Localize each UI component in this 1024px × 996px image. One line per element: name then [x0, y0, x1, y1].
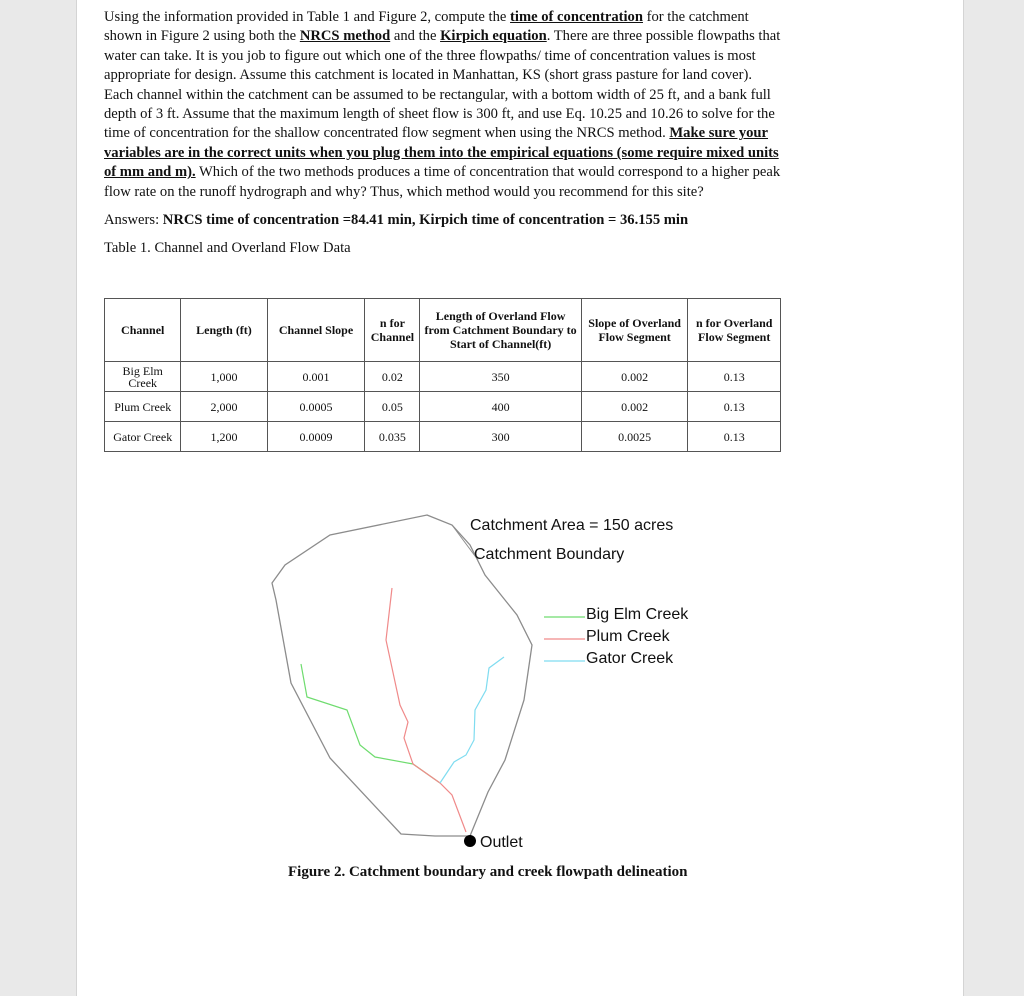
outlet-label: Outlet	[480, 834, 523, 851]
header-length: Length (ft)	[181, 299, 267, 362]
cell-overland-slope: 0.002	[581, 362, 688, 392]
cell-n-channel: 0.05	[365, 392, 420, 422]
cell-overland-length: 350	[420, 362, 581, 392]
cell-length: 1,000	[181, 362, 267, 392]
cell-overland-length: 400	[420, 392, 581, 422]
cell-channel-slope: 0.0005	[267, 392, 365, 422]
header-n-channel: n for Channel	[365, 299, 420, 362]
emphasis-nrcs-method: NRCS method	[299, 28, 391, 45]
emphasis-units-note: Make sure your variables are in the correct units when you plug them into the empirical equations (some require mixed units of mm and m).	[104, 125, 779, 181]
cell-n-channel: 0.035	[365, 422, 420, 452]
cell-overland-slope: 0.002	[581, 392, 688, 422]
legend-plum-creek: Plum Creek	[586, 628, 670, 645]
problem-text-5: Which of the two methods produces a time of concentration that would correspond to a higher peak flow rate on the runoff hydrograph and why? Thus, which method would you recommend for this site?	[104, 164, 781, 200]
legend-big-elm-creek: Big Elm Creek	[586, 606, 689, 623]
problem-text-4: . There are three possible flowpaths that water can take. It is you job to figure out which one of the three flowpaths/ time of concentration values is most appropriate for design. Assume this catchment is located in Manhattan, KS (short grass pasture for land cover). Each channel within the catchment can be assumed to be rectangular, with a bottom width of 25 ft, and a bank full depth of 3 ft. Assume that the maximum length of sheet flow is 300 ft, and use Eq. 10.25 and 10.26 to solve for the time of concentration for the shallow concentrated flow segment when using the NRCS method.	[104, 28, 781, 142]
cell-length: 2,000	[181, 392, 267, 422]
emphasis-kirpich-equation: Kirpich equation	[440, 28, 547, 45]
cell-channel-name: Big Elm Creek	[105, 362, 181, 392]
header-overland-slope: Slope of Overland Flow Segment	[581, 299, 688, 362]
problem-text-2: for the catchment shown in Figure 2 using both the	[104, 9, 749, 45]
header-channel: Channel	[105, 299, 181, 362]
legend-gator-creek: Gator Creek	[586, 650, 674, 667]
plum-creek-path	[386, 588, 466, 832]
big-elm-creek-path	[301, 664, 440, 783]
cell-channel-slope: 0.0009	[267, 422, 365, 452]
catchment-boundary-label: Catchment Boundary	[474, 546, 625, 563]
header-n-overland: n for Overland Flow Segment	[688, 299, 781, 362]
gator-creek-path	[440, 657, 504, 783]
problem-text-1: Using the information provided in Table 1 and Figure 2, compute the	[104, 9, 511, 25]
catchment-area-label: Catchment Area = 150 acres	[470, 517, 674, 534]
cell-overland-length: 300	[420, 422, 581, 452]
emphasis-time-of-concentration: time of concentration	[510, 9, 643, 25]
cell-n-channel: 0.02	[365, 362, 420, 392]
cell-n-overland: 0.13	[688, 392, 781, 422]
cell-channel-name: Plum Creek	[105, 392, 181, 422]
header-channel-slope: Channel Slope	[267, 299, 365, 362]
figure-caption: Figure 2. Catchment boundary and creek flowpath delineation	[288, 864, 688, 880]
header-overland-length: Length of Overland Flow from Catchment Boundary to Start of Channel(ft)	[420, 299, 581, 362]
table-caption: Table 1. Channel and Overland Flow Data	[104, 240, 351, 257]
cell-channel-name: Gator Creek	[105, 422, 181, 452]
cell-length: 1,200	[181, 422, 267, 452]
cell-overland-slope: 0.0025	[581, 422, 688, 452]
answers-label: Answers:	[104, 212, 163, 229]
cell-channel-slope: 0.001	[267, 362, 365, 392]
cell-n-overland: 0.13	[688, 362, 781, 392]
cell-n-overland: 0.13	[688, 422, 781, 452]
problem-text-3: and the	[390, 28, 441, 45]
answers-value: NRCS time of concentration =84.41 min, Kirpich time of concentration = 36.155 min	[162, 212, 689, 229]
outlet-marker	[464, 835, 476, 847]
